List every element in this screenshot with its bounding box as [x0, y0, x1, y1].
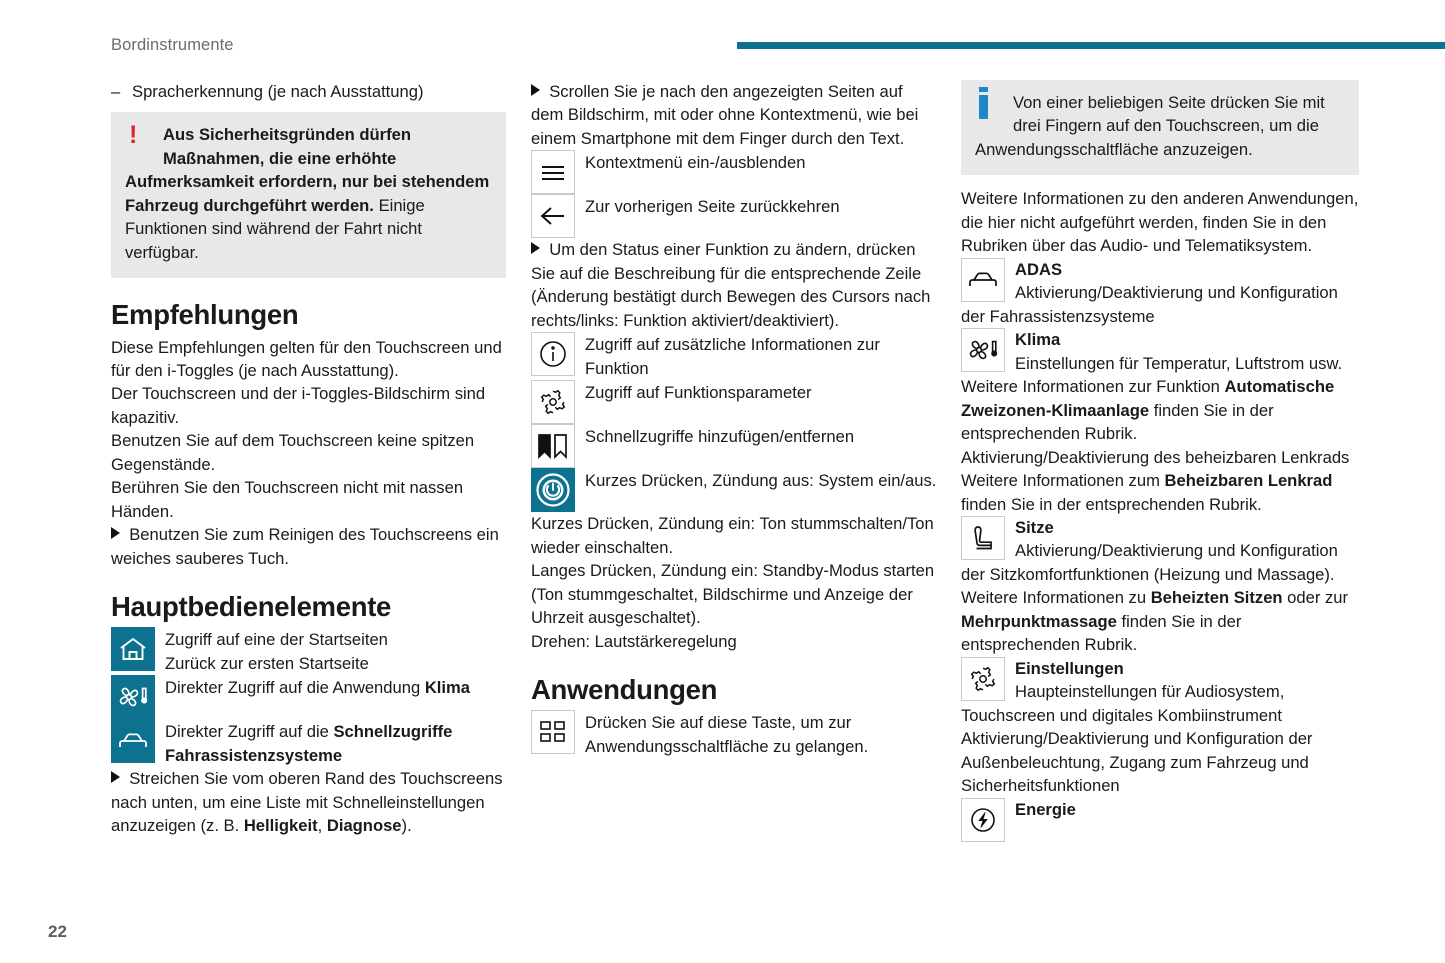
control-klima-bold: Klima: [424, 678, 470, 698]
paragraph: Der Touchscreen und der i-Toggles-Bildschirm sind kapazitiv.: [111, 384, 486, 427]
info-callout-text: Von einer beliebigen Seite drücken Sie mit drei Fingern auf den Touchscreen, um die Anwendungsschaltfläche anzuzeigen.: [975, 93, 1325, 159]
arrow-marker-icon: [111, 771, 120, 783]
apps-grid-icon[interactable]: [531, 710, 575, 754]
klima-note-1-prefix: Weitere Informationen zur Funktion: [961, 377, 1225, 397]
sitze-note-prefix: Weitere Informationen zu: [961, 588, 1151, 608]
legend-row-info: [531, 332, 937, 380]
column-left: [111, 80, 506, 838]
app-entry-energie: [961, 798, 1359, 844]
legend-info-text: Zugriff auf zusätzliche Informationen zur Funktion: [585, 335, 880, 378]
instruction-step-status: [531, 238, 937, 332]
klima-note-3: [961, 469, 1359, 516]
arrow-marker-icon: [531, 84, 540, 96]
legend-row-gear: [531, 380, 937, 424]
bookmark-pair-icon[interactable]: [531, 424, 575, 468]
control-home-text: [165, 627, 388, 675]
control-adas-bold: Schnellzugriffe Fahrassistenzsysteme: [165, 722, 453, 765]
app-title-energie: Energie: [1015, 799, 1076, 819]
klima-note-1-suffix: finden Sie in der entsprechenden Rubrik.: [961, 400, 1274, 444]
power-button-icon[interactable]: [531, 468, 575, 512]
seat-icon[interactable]: [961, 516, 1005, 560]
klima-note-1-bold: Automatische Zweizonen-Klimaanlage: [961, 377, 1335, 420]
app-desc-adas: Aktivierung/Deaktivierung und Konfiguration der Fahrassistenzsysteme: [961, 283, 1338, 326]
klima-note-2: Aktivierung/Deaktivierung des beheizbaren Lenkrads: [961, 447, 1350, 467]
paragraph: Benutzen Sie auf dem Touchscreen keine spitzen Gegenstände.: [111, 431, 475, 474]
page-title-hauptbedienelemente: Hauptbedienelemente: [111, 591, 392, 623]
swipe-bold-1: Helligkeit: [243, 816, 318, 836]
klima-note-1: [961, 375, 1359, 445]
control-row-adas: [111, 719, 506, 767]
exclamation-icon: !: [129, 121, 138, 150]
instruction-step-scroll: [531, 80, 937, 150]
control-klima-prefix: Direkter Zugriff auf die Anwendung: [165, 678, 425, 698]
header-rule: [737, 42, 1445, 49]
sitze-note-bold-2: Mehrpunktmassage: [961, 611, 1117, 631]
info-circle-icon[interactable]: [531, 332, 575, 376]
warning-callout: [111, 112, 506, 278]
control-home-line-1: Zugriff auf eine der Startseiten: [165, 630, 388, 650]
swipe-bold-2: Diagnose: [326, 816, 402, 836]
info-icon: [979, 95, 1013, 119]
control-home-line-2: Zurück zur ersten Startseite: [165, 653, 369, 673]
legend-power-text: Kurzes Drücken, Zündung aus: System ein/aus.: [585, 471, 937, 491]
instruction-text: Benutzen Sie zum Reinigen des Touchscreens ein weiches sauberes Tuch.: [111, 525, 499, 568]
paragraph: Berühren Sie den Touchscreen nicht mit nassen Händen.: [111, 478, 464, 521]
page-title-empfehlungen: Empfehlungen: [111, 299, 299, 331]
sitze-note-bold-1: Beheizten Sitzen: [1150, 588, 1283, 608]
klima-note-3-prefix: Weitere Informationen zum: [961, 471, 1165, 491]
page-header: [0, 0, 1445, 62]
instruction-step: [111, 523, 506, 570]
swipe-suffix: ).: [401, 816, 412, 836]
page-number: 22: [48, 922, 67, 941]
warning-normal-text: Einige Funktionen sind während der Fahrt nicht verfügbar.: [125, 195, 425, 262]
app-title-klima: Klima: [1015, 330, 1061, 350]
app-entry-sitze: [961, 516, 1359, 586]
app-desc-sitze: Aktivierung/Deaktivierung und Konfiguration der Sitzkomfortfunktionen (Heizung und Massage).: [961, 541, 1338, 584]
page-body: [0, 80, 1445, 963]
legend-row-power: [531, 468, 937, 512]
control-klima-text: [165, 675, 470, 699]
app-entry-einstellungen: [961, 657, 1359, 727]
energy-bolt-icon[interactable]: [961, 798, 1005, 842]
sitze-note-mid: oder zur: [1282, 588, 1349, 608]
climate-fan-thermometer-icon[interactable]: [111, 675, 155, 719]
info-callout: [961, 80, 1359, 175]
app-desc-einstellungen: Haupteinstellungen für Audiosystem, Touchscreen und digitales Kombiinstrument: [961, 682, 1285, 725]
legend-bookmark-text: Schnellzugriffe hinzufügen/entfernen: [585, 427, 855, 447]
legend-row-back: [531, 194, 937, 238]
list-item: [111, 80, 506, 103]
arrow-marker-icon: [111, 527, 120, 539]
climate-fan-thermometer-icon[interactable]: [961, 328, 1005, 372]
sitze-note-suffix: finden Sie in der entsprechenden Rubrik.: [961, 611, 1242, 655]
list-item-label: Spracherkennung (je nach Ausstattung): [132, 82, 424, 101]
page-title-anwendungen: Anwendungen: [531, 674, 718, 706]
einstellungen-note: Aktivierung/Deaktivierung und Konfiguration der Außenbeleuchtung, Zugang zum Fahrzeug und Sicherheitsfunktionen: [961, 729, 1313, 796]
klima-note-3-suffix: finden Sie in der entsprechenden Rubrik.: [961, 494, 1262, 514]
legend-back-text: Zur vorherigen Seite zurückkehren: [585, 197, 840, 217]
status-text: Um den Status einer Funktion zu ändern, drücken Sie auf die Beschreibung für die entsprechende Zeile (Änderung bestätigt durch Bewegen des Cursors nach rechts/links: Funktion aktiviert/deaktiviert).: [531, 240, 931, 330]
klima-note-3-bold: Beheizbaren Lenkrad: [1164, 471, 1333, 491]
app-desc-klima: Einstellungen für Temperatur, Luftstrom usw.: [1015, 353, 1343, 373]
back-arrow-icon[interactable]: [531, 194, 575, 238]
arrow-marker-icon: [531, 242, 540, 254]
paragraph: Drehen: Lautstärkeregelung: [531, 631, 737, 651]
gear-icon[interactable]: [961, 657, 1005, 701]
app-entry-adas: [961, 258, 1359, 328]
paragraph: Kurzes Drücken, Zündung ein: Ton stummschalten/Ton wieder einschalten.: [531, 514, 934, 557]
legend-kontextmenu-text: Kontextmenü ein-/ausblenden: [585, 153, 806, 173]
scroll-text: Scrollen Sie je nach den angezeigten Seiten auf dem Bildschirm, mit oder ohne Kontextmenü, wie bei einem Smartphone mit dem Finger durch den Text.: [531, 82, 919, 148]
control-row-home: [111, 627, 506, 675]
app-title-sitze: Sitze: [1015, 517, 1054, 537]
legend-row-apps: [531, 710, 937, 758]
legend-apps-text: Drücken Sie auf diese Taste, um zur Anwendungsschaltfläche zu gelangen.: [585, 713, 869, 756]
legend-row-kontextmenu: [531, 150, 937, 194]
column-right: [961, 80, 1359, 844]
instruction-step-swipe: [111, 767, 506, 837]
control-row-klima: [111, 675, 506, 719]
app-title-adas: ADAS: [1015, 259, 1063, 279]
swipe-prefix: Streichen Sie vom oberen Rand des Touchscreens nach unten, um eine Liste mit Schnelleinstellungen anzuzeigen (z. B.: [111, 769, 503, 836]
hamburger-menu-icon[interactable]: [531, 150, 575, 194]
gear-icon[interactable]: [531, 380, 575, 424]
app-title-einstellungen: Einstellungen: [1015, 658, 1124, 678]
dash-marker: –: [111, 82, 121, 101]
app-entry-klima: [961, 328, 1359, 375]
column-middle: [531, 80, 937, 758]
legend-row-bookmark: [531, 424, 937, 468]
warning-bold-text: Aus Sicherheitsgründen dürfen Maßnahmen, die eine erhöhte Aufmerksamkeit erfordern, nur bei stehendem Fahrzeug durchgeführt werden.: [125, 125, 490, 215]
sitze-note: [961, 586, 1359, 656]
header-title: Bordinstrumente: [111, 36, 234, 54]
car-adas-icon[interactable]: [961, 258, 1005, 302]
legend-gear-text: Zugriff auf Funktionsparameter: [585, 383, 812, 403]
home-icon[interactable]: [111, 627, 155, 671]
paragraph-intro: Weitere Informationen zu den anderen Anwendungen, die hier nicht aufgeführt werden, finden Sie in den Rubriken über das Audio- und Telematiksystem.: [961, 189, 1359, 256]
paragraph: Langes Drücken, Zündung ein: Standby-Modus starten (Ton stummgeschaltet, Bildschirme und Anzeige der Uhrzeit ausgeschaltet).: [531, 561, 935, 628]
control-adas-text: [165, 719, 506, 767]
swipe-mid: ,: [317, 816, 327, 836]
control-adas-prefix: Direkter Zugriff auf die: [165, 722, 334, 742]
paragraph: Diese Empfehlungen gelten für den Touchscreen und für den i-Toggles (je nach Ausstattung).: [111, 337, 502, 380]
car-adas-icon[interactable]: [111, 719, 155, 763]
